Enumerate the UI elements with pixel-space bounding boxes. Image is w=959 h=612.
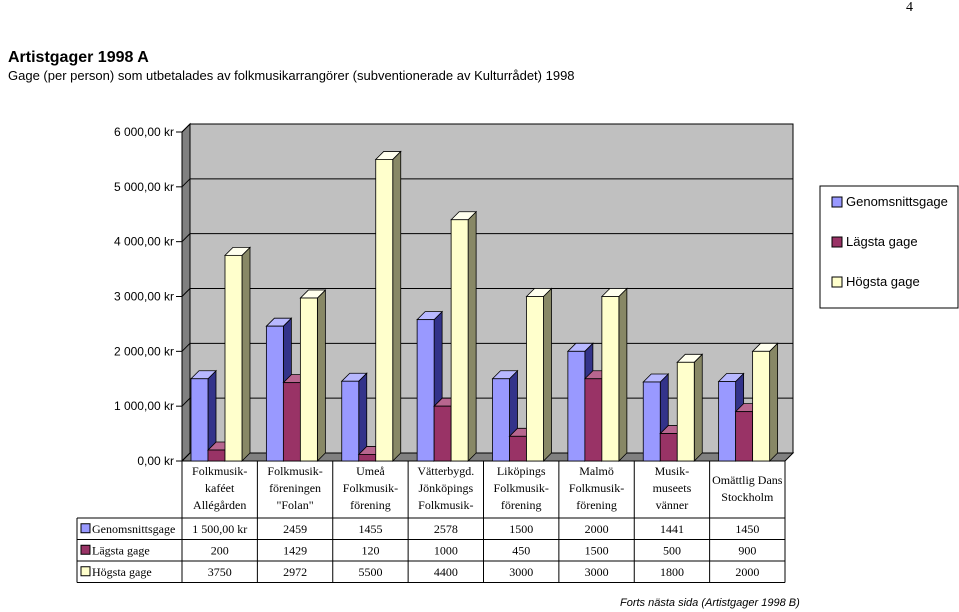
bar-side	[317, 290, 325, 461]
x-tick-label: Stockholm	[721, 490, 774, 504]
table-cell: 2972	[283, 564, 308, 579]
x-tick-label: Folkmusik-	[493, 481, 549, 495]
x-tick-label: Allégården	[193, 498, 247, 512]
bar-front	[451, 220, 468, 461]
y-tick-label: 4 000,00 kr	[113, 234, 174, 249]
table-cell: 200	[210, 543, 229, 558]
x-tick-label: Vätterbygd.	[417, 464, 475, 478]
x-tick-label: Malmö	[579, 464, 614, 478]
x-tick-label: Folkmusik-	[568, 481, 625, 495]
page-subtitle: Gage (per person) som utbetalades av folkmusikarrangörer (subventionerade av Kulturrådet) 1998	[8, 68, 575, 83]
bar-front	[359, 454, 376, 461]
legend-label: Lägsta gage	[846, 234, 918, 249]
table-cell: 500	[662, 543, 681, 558]
x-tick-label: Folkmusik-	[192, 464, 248, 478]
bar-front	[283, 383, 300, 461]
table-cell: 2459	[283, 521, 308, 536]
bar-front	[208, 450, 225, 461]
bar-högsta-gage	[602, 289, 627, 462]
table-series-name: Högsta gage	[92, 564, 152, 579]
legend-key	[832, 277, 842, 287]
x-tick-label: Folkmusik-	[342, 481, 399, 495]
bar-högsta-gage	[376, 151, 401, 461]
table-cell: 450	[512, 543, 531, 558]
table-cell: 5500	[358, 564, 383, 579]
x-tick-label: museets	[652, 481, 692, 495]
bar-front	[266, 326, 283, 461]
bar-front	[568, 351, 585, 461]
legend-label: Genomsnittsgage	[846, 194, 948, 209]
bar-side	[544, 289, 552, 462]
table-cell: 1000	[433, 543, 458, 558]
bar-side	[242, 247, 250, 461]
bar-högsta-gage	[677, 354, 702, 461]
x-tick-label: vänner	[655, 498, 689, 512]
bar-front	[510, 436, 527, 461]
table-cell: 1800	[659, 564, 684, 579]
bar-front	[417, 320, 434, 461]
bar-front	[300, 298, 317, 461]
table-cell: 120	[361, 543, 380, 558]
table-legend-key	[81, 524, 90, 533]
table-cell: 1 500,00 kr	[192, 521, 248, 536]
table-cell: 3000	[584, 564, 609, 579]
y-tick-label: 6 000,00 kr	[113, 125, 174, 139]
x-tick-label: kaféet	[205, 481, 235, 495]
x-tick-label: föreningen	[269, 481, 322, 495]
bar-front	[677, 362, 694, 461]
bar-front	[753, 351, 770, 461]
table-series-name: Lägsta gage	[92, 543, 150, 558]
bar-front	[643, 382, 660, 461]
table-cell: 1455	[358, 521, 383, 536]
x-tick-label: Omättlig Dans	[712, 473, 783, 487]
table-cell: 1450	[735, 521, 760, 536]
bar-högsta-gage	[225, 247, 250, 461]
bar-front	[527, 297, 544, 462]
bar-front	[660, 434, 677, 461]
table-legend-key	[81, 545, 90, 554]
legend-key	[832, 197, 842, 207]
x-tick-label: Liköpings	[496, 464, 546, 478]
bar-högsta-gage	[527, 289, 552, 462]
bar-side	[619, 289, 627, 462]
table-cell: 1429	[283, 543, 308, 558]
bar-högsta-gage	[300, 290, 325, 461]
footer-note: Forts nästa sida (Artistgager 1998 B)	[620, 597, 800, 609]
bar-side	[393, 151, 401, 461]
bar-front	[376, 159, 393, 461]
x-tick-label: Umeå	[356, 464, 385, 478]
table-cell: 2000	[584, 521, 609, 536]
bar-side	[468, 212, 476, 461]
legend-label: Högsta gage	[846, 274, 920, 289]
table-cell: 3750	[207, 564, 232, 579]
bar-front	[342, 381, 359, 461]
y-tick-label: 1 000,00 kr	[113, 399, 174, 414]
x-tick-label: förening	[576, 498, 617, 512]
table-cell: 3000	[509, 564, 534, 579]
bar-front	[719, 381, 736, 461]
x-tick-label: förening	[350, 498, 391, 512]
bar-side	[694, 354, 702, 461]
page-title: Artistgager 1998 A	[8, 49, 149, 66]
y-tick-label: 5 000,00 kr	[113, 179, 174, 194]
page-number: 4	[906, 0, 913, 15]
x-tick-label: Folkmusik-	[418, 498, 474, 512]
bar-front	[736, 412, 753, 461]
bar-front	[602, 297, 619, 462]
x-tick-label: Folkmusik-	[267, 464, 323, 478]
table-cell: 2578	[433, 521, 458, 536]
y-tick-label: 3 000,00 kr	[113, 289, 174, 304]
bar-front	[493, 379, 510, 461]
bar-genomsnittsgage	[342, 373, 367, 461]
legend-key	[832, 237, 842, 247]
table-series-name: Genomsnittsgage	[92, 521, 176, 536]
table-cell: 900	[738, 543, 757, 558]
bar-front	[191, 379, 208, 461]
y-tick-label: 2 000,00 kr	[113, 344, 174, 359]
table-cell: 4400	[433, 564, 458, 579]
x-tick-label: förening	[500, 498, 542, 512]
y-tick-label: 0,00 kr	[137, 454, 174, 468]
bar-högsta-gage	[753, 343, 778, 461]
bar-front	[225, 255, 242, 461]
x-tick-label: "Folan"	[276, 498, 314, 512]
bar-side	[770, 343, 778, 461]
table-legend-key	[81, 567, 90, 576]
table-cell: 2000	[735, 564, 760, 579]
table-cell: 1441	[659, 521, 684, 536]
x-tick-label: Musik-	[654, 464, 690, 478]
bar-högsta-gage	[451, 212, 476, 461]
bar-front	[585, 379, 602, 461]
bar-front	[434, 406, 451, 461]
table-cell: 1500	[509, 521, 534, 536]
table-cell: 1500	[584, 543, 609, 558]
x-tick-label: Jönköpings	[418, 481, 474, 495]
